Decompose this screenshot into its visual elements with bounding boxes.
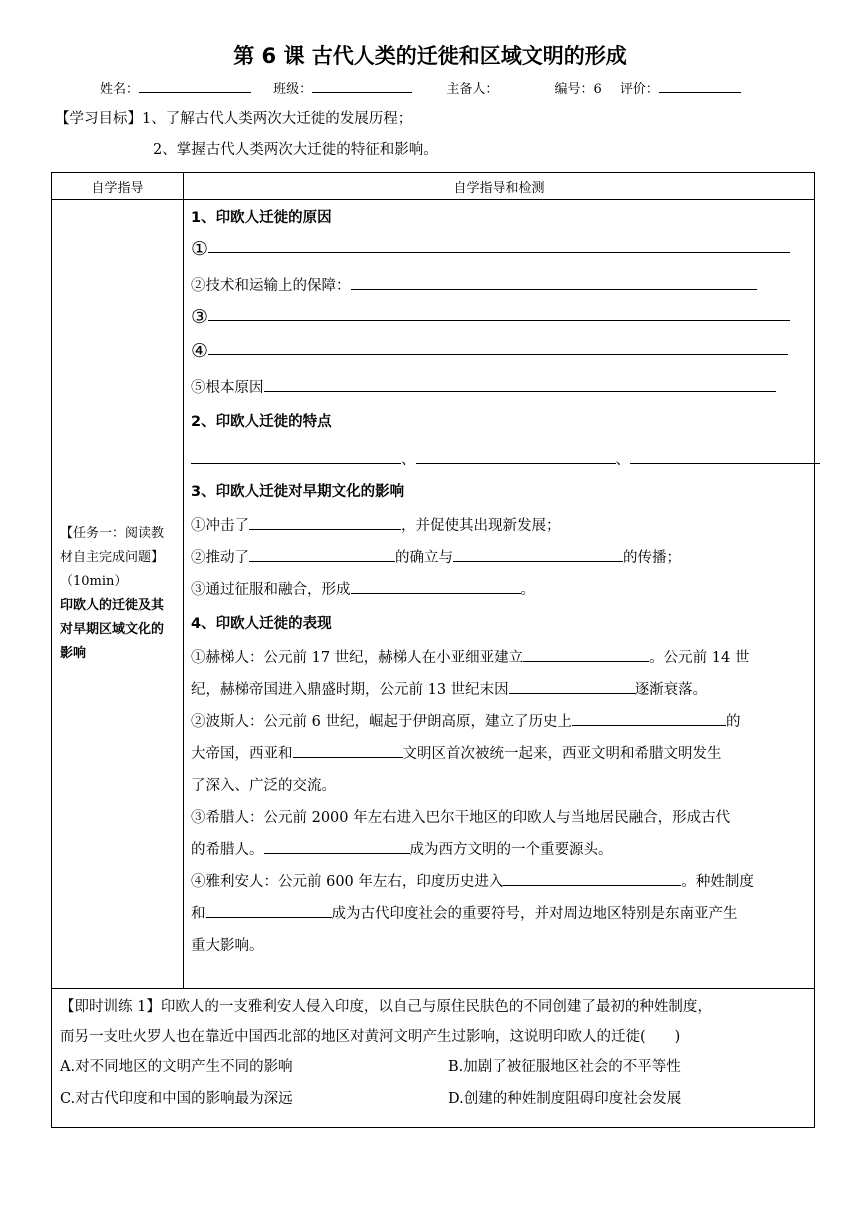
section-2-heading: 2、印欧人迁徙的特点 [191, 414, 332, 430]
reason-4: ④ [191, 340, 788, 362]
aryan-line-3: 重大影响。 [191, 938, 264, 954]
section-1-heading: 1、印欧人迁徙的原因 [191, 210, 332, 226]
goal-line-1 [55, 107, 412, 128]
task-instruction: 【任务一：阅读教材自主完成问题】（10min） [60, 526, 165, 589]
col2-header: 自学指导和检测 [184, 173, 815, 200]
option-b[interactable]: B.加剧了被征服地区社会的不平等性 [448, 1059, 681, 1075]
persia-blank-2[interactable] [293, 743, 403, 758]
eval-blank[interactable] [659, 80, 741, 93]
eval-label: 评价： [619, 82, 659, 97]
reason-5: ⑤根本原因 [191, 376, 776, 397]
aryan-line-2: 和 成为古代印度社会的重要符号，并对周边地区特别是东南亚产生 [191, 902, 738, 923]
reason-3-blank[interactable] [208, 306, 790, 321]
influence-2: ②推动了 的确立与 的传播； [191, 546, 681, 567]
study-table [51, 172, 815, 1128]
influence-2a-blank[interactable] [249, 547, 395, 562]
training-cell [52, 989, 815, 1128]
content-cell [184, 200, 815, 989]
section-4-heading: 4、印欧人迁徙的表现 [191, 616, 332, 632]
name-label: 姓名： [100, 82, 140, 97]
influence-1: ①冲击了 ，并促使其出现新发展； [191, 514, 561, 535]
feature-1-blank[interactable] [191, 449, 401, 464]
option-a[interactable]: A.对不同地区的文明产生不同的影响 [60, 1059, 293, 1075]
influence-3: ③通过征服和融合，形成 。 [191, 578, 535, 599]
hittite-blank-1[interactable] [523, 647, 649, 662]
aryan-blank-1[interactable] [503, 871, 681, 886]
greek-blank[interactable] [264, 839, 410, 854]
section-3-heading: 3、印欧人迁徙对早期文化的影响 [191, 484, 405, 500]
task-topic: 印欧人的迁徙及其对早期区域文化的影响 [60, 598, 165, 661]
class-label: 班级： [273, 82, 313, 97]
hittite-line-1: ①赫梯人：公元前 17 世纪，赫梯人在小亚细亚建立 。公元前 14 世 [191, 646, 749, 667]
persia-line-1: ②波斯人：公元前 6 世纪，崛起于伊朗高原，建立了历史上 的 [191, 710, 740, 731]
persia-line-2: 大帝国，西亚和 文明区首次被统一起来，西亚文明和希腊文明发生 [191, 742, 722, 763]
task-cell [52, 200, 184, 989]
option-d[interactable]: D.创建的种姓制度阻碍印度社会发展 [448, 1091, 682, 1107]
goal-2: 2、掌握古代人类两次大迁徙的特征和影响。 [153, 142, 438, 158]
feature-3-blank[interactable] [630, 449, 820, 464]
hittite-line-2: 纪，赫梯帝国进入鼎盛时期，公元前 13 世纪末因 逐渐衰落。 [191, 678, 707, 699]
student-info-row [100, 78, 741, 97]
greek-line-1: ③希腊人：公元前 2000 年左右进入巴尔干地区的印欧人与当地居民融合，形成古代 [191, 810, 731, 826]
page-title: 第 6 课 古代人类的迁徙和区域文明的形成 [233, 44, 627, 68]
aryan-line-1: ④雅利安人：公元前 600 年左右，印度历史进入 。种姓制度 [191, 870, 754, 891]
influence-2b-blank[interactable] [453, 547, 623, 562]
influence-1-blank[interactable] [249, 515, 401, 530]
class-blank[interactable] [312, 80, 412, 93]
persia-line-3: 了深入、广泛的交流。 [191, 778, 336, 794]
hittite-blank-2[interactable] [509, 679, 635, 694]
name-blank[interactable] [139, 80, 251, 93]
goal-1: 1、了解古代人类两次大迁徙的发展历程； [142, 111, 413, 127]
question-line-2: 而另一支吐火罗人也在靠近中国西北部的地区对黄河文明产生过影响，这说明印欧人的迁徙( ) [60, 1029, 681, 1045]
greek-line-2: 的希腊人。 成为西方文明的一个重要源头。 [191, 838, 613, 859]
persia-blank-1[interactable] [572, 711, 726, 726]
reason-1: ① [191, 238, 790, 260]
number-label: 编号：6 [554, 82, 602, 97]
reason-5-blank[interactable] [264, 377, 776, 392]
reason-2: ②技术和运输上的保障： [191, 274, 757, 295]
aryan-blank-2[interactable] [206, 903, 332, 918]
feature-2-blank[interactable] [416, 449, 616, 464]
col1-header: 自学指导 [52, 173, 184, 200]
question-line-1: 【即时训练 1】印欧人的一支雅利安人侵入印度，以自己与原住民肤色的不同创建了最初的种姓制度， [60, 999, 712, 1015]
goals-label: 【学习目标】 [55, 111, 142, 127]
features-row: 、 、 [191, 448, 820, 469]
reason-2-blank[interactable] [351, 275, 757, 290]
influence-3-blank[interactable] [351, 579, 521, 594]
reason-3: ③ [191, 306, 790, 328]
reason-4-blank[interactable] [208, 340, 788, 355]
option-c[interactable]: C.对古代印度和中国的影响最为深远 [60, 1091, 293, 1107]
preparer-label: 主备人： [446, 82, 499, 97]
reason-1-blank[interactable] [208, 238, 790, 253]
